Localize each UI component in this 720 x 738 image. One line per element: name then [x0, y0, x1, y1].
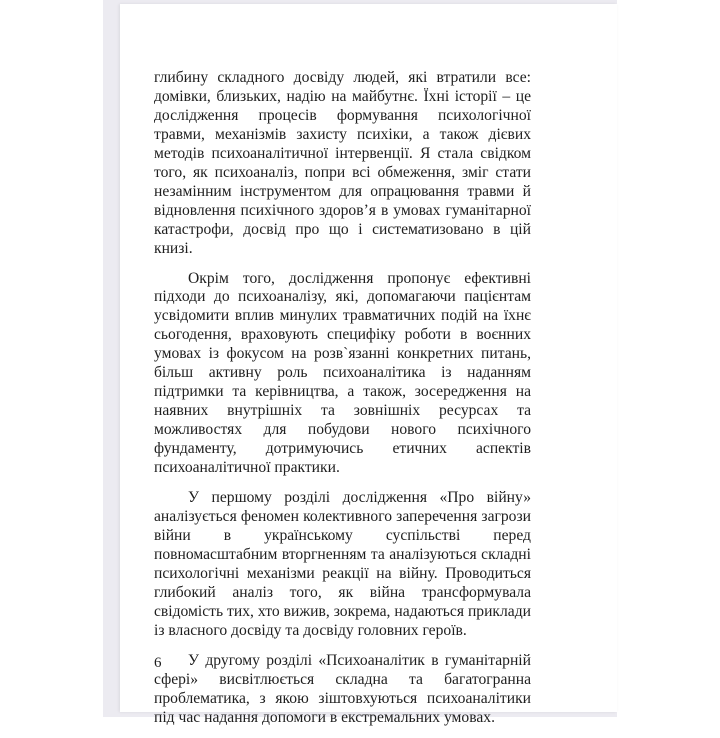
paragraph-approaches: Окрім того, дослідження пропонує ефективні підходи до психоаналізу, які, допомагаючи пацієнтам усвідомити вплив минулих травматичних подій на їхнє сьогодення, враховують специфіку роботи в воєнних умовах із фокусом на розв`язанні конкретних питань, більш активну роль психоаналітика із наданням підтримки та керівництва, а також, зосередження на наявних внутрішніх та зовнішніх ресурсах та можливостях для побудови нового психічного фундаменту, дотримуючись етичних аспектів психоаналітичної практики. — [154, 269, 531, 477]
paragraph-first-chapter: У першому розділі дослідження «Про війну» аналізується феномен колективного заперечення загрози війни в українському суспільстві перед повномасштабним вторгненням та аналізуються складні психологічні механізми реакції на війну. Проводиться глибокий аналіз того, як війна трансформувала свідомість тих, хто вижив, зокрема, надаються приклади із власного досвіду та досвіду головних героїв. — [154, 489, 531, 639]
page-frame — [103, 0, 617, 726]
paragraph-continuation: глибину складного досвіду людей, які втратили все: домівки, близьких, надію на майбутнє. Їхні історії – це дослідження процесів формування психологічної травми, механізмів захисту психіки, а також дієвих методів психоаналітичної інтервенції. Я стала свідком того, як психоаналіз, попри всі обмеження, зміг стати незамінним інструментом для опрацювання травми й відновлення психічного здоров’я в умовах гуманітарної катастрофи, досвід про що і систематизовано в цій книзі. — [154, 69, 531, 257]
paragraph-second-chapter: У другому розділі «Психоаналітик в гуманітарній сфері» висвітлюється складна та багатогранна проблематика, з якою зіштовхуються психоаналітики під час надання допомоги в екстремальних умовах. — [154, 651, 531, 726]
page-number: 6 — [154, 655, 162, 671]
page-body — [154, 69, 531, 738]
book-page — [120, 4, 617, 726]
